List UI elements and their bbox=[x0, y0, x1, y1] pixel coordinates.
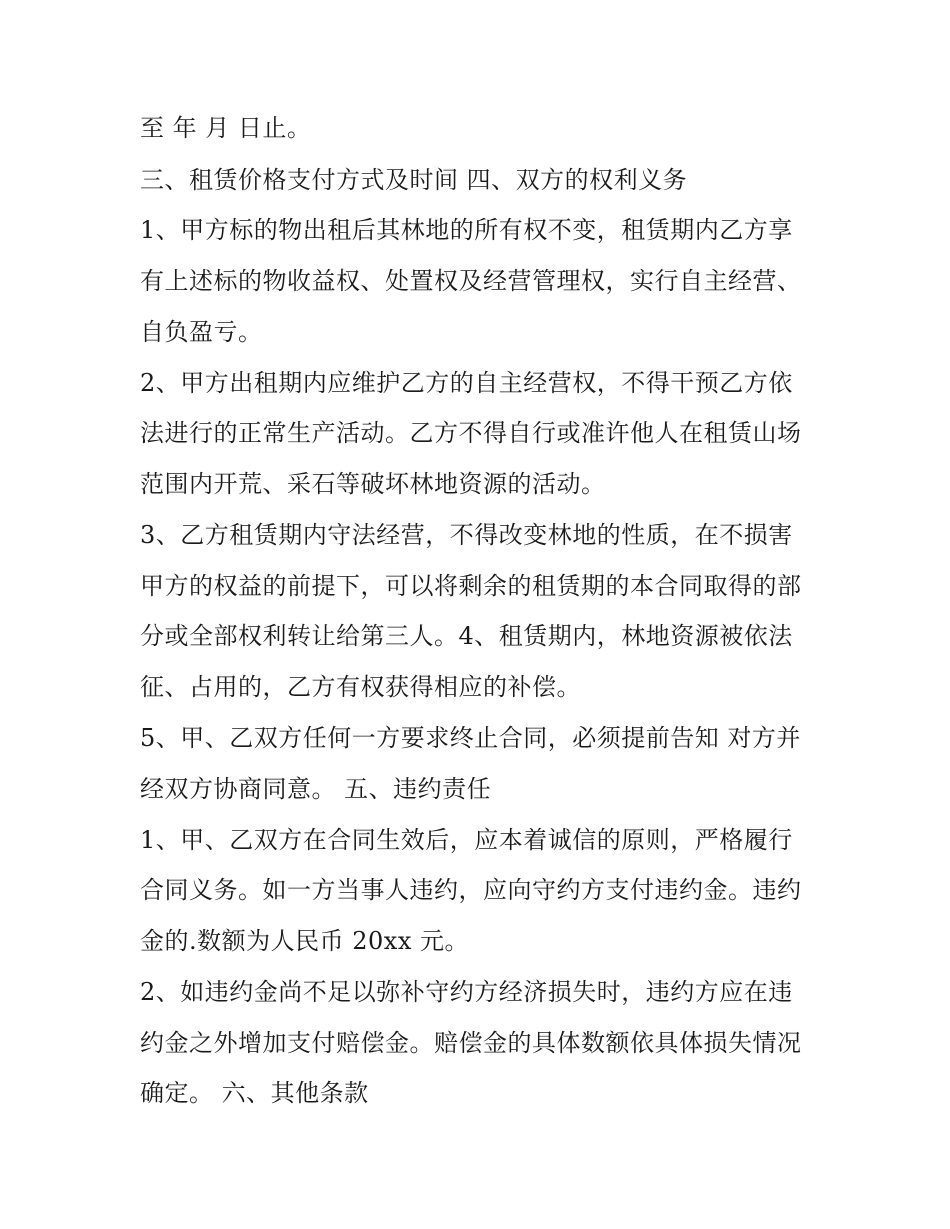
text-line-10: 甲方的权益的前提下，可以将剩余的租赁期的本合同取得的部 bbox=[140, 572, 802, 600]
text-line-8: 范围内开荒、采石等破坏林地资源的活动。 bbox=[140, 470, 606, 498]
text-line-18: 2、如违约金尚不足以弥补守约方经济损失时，违约方应在违 bbox=[140, 978, 793, 1006]
text-line-20: 确定。 六、其他条款 bbox=[140, 1079, 369, 1107]
text-line-3: 1、甲方标的物出租后其林地的所有权不变，租赁期内乙方享 bbox=[140, 216, 793, 244]
text-line-19: 约金之外增加支付赔偿金。赔偿金的具体数额依具体损失情况 bbox=[140, 1029, 802, 1057]
text-line-14: 经双方协商同意。 五、违约责任 bbox=[140, 775, 492, 803]
text-line-16: 合同义务。如一方当事人违约，应向守约方支付违约金。违约 bbox=[140, 876, 802, 904]
text-line-17: 金的.数额为人民币 20xx 元。 bbox=[140, 927, 469, 955]
text-line-1: 至 年 月 日止。 bbox=[140, 114, 312, 142]
text-line-2: 三、租赁价格支付方式及时间 四、双方的权利义务 bbox=[140, 166, 688, 194]
text-line-13: 5、甲、乙双方任何一方要求终止合同，必须提前告知 对方并 bbox=[140, 724, 801, 752]
text-line-15: 1、甲、乙双方在合同生效后，应本着诚信的原则，严格履行 bbox=[140, 826, 793, 854]
text-line-7: 法进行的正常生产活动。乙方不得自行或准许他人在租赁山场 bbox=[140, 419, 802, 447]
text-line-4: 有上述标的物收益权、处置权及经营管理权，实行自主经营、 bbox=[140, 267, 802, 295]
text-line-11: 分或全部权利转让给第三人。4、租赁期内，林地资源被依法 bbox=[140, 622, 793, 650]
text-line-5: 自负盈亏。 bbox=[140, 318, 263, 346]
text-line-6: 2、甲方出租期内应维护乙方的自主经营权，不得干预乙方依 bbox=[140, 369, 793, 397]
text-line-9: 3、乙方租赁期内守法经营，不得改变林地的性质，在不损害 bbox=[140, 521, 793, 549]
text-line-12: 征、占用的，乙方有权获得相应的补偿。 bbox=[140, 673, 581, 701]
